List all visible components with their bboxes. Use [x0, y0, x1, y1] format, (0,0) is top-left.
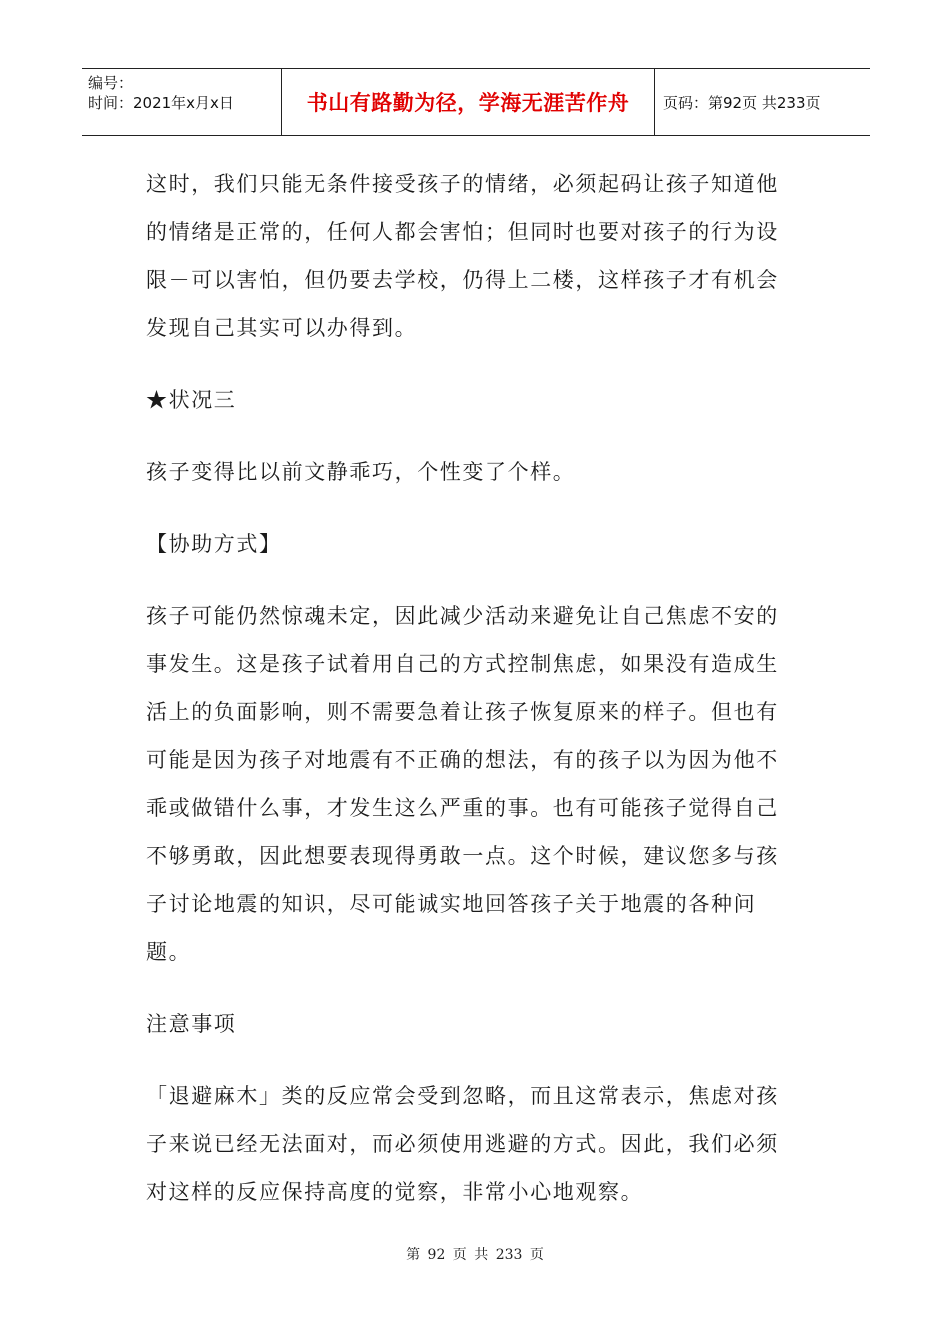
section-heading-notes: 注意事项: [146, 1012, 237, 1036]
page-header: [82, 68, 870, 136]
paragraph-acceptance: 这时，我们只能无条件接受孩子的情绪，必须起码让孩子知道他的情绪是正常的，任何人都会害怕；但同时也要对孩子的行为设限－可以害怕，但仍要去学校，仍得上二楼，这样孩子才有机会发现自己其实可以办得到。: [146, 172, 779, 340]
header-motto: 书山有路勤为径，学海无涯苦作舟: [282, 69, 655, 135]
date-line: 时间：2021年x月x日: [88, 94, 234, 112]
page-footer: 第 92 页 共 233 页: [406, 1247, 544, 1263]
section-heading-situation-three: ★状况三: [146, 388, 237, 412]
paragraph-situation-description: 孩子变得比以前文静乖巧，个性变了个样。: [146, 460, 576, 484]
header-page-info: 页码：第92页 共233页: [663, 93, 821, 112]
section-heading-assistance: 【协助方式】: [146, 532, 282, 556]
document-body: [146, 160, 796, 1240]
serial-number-label: 编号：: [88, 74, 134, 92]
header-meta: [82, 69, 282, 135]
paragraph-assistance: 孩子可能仍然惊魂未定，因此减少活动来避免让自己焦虑不安的事发生。这是孩子试着用自己的方式控制焦虑，如果没有造成生活上的负面影响，则不需要急着让孩子恢复原来的样子。但也有可能是因为孩子对地震有不正确的想法，有的孩子以为因为他不乖或做错什么事，才发生这么严重的事。也有可能孩子觉得自己不够勇敢，因此想要表现得勇敢一点。这个时候，建议您多与孩子讨论地震的知识，尽可能诚实地回答孩子关于地震的各种问题。: [146, 604, 779, 964]
paragraph-notes: 「退避麻木」类的反应常会受到忽略，而且这常表示，焦虑对孩子来说已经无法面对，而必须使用逃避的方式。因此，我们必须对这样的反应保持高度的觉察，非常小心地观察。: [146, 1084, 779, 1204]
